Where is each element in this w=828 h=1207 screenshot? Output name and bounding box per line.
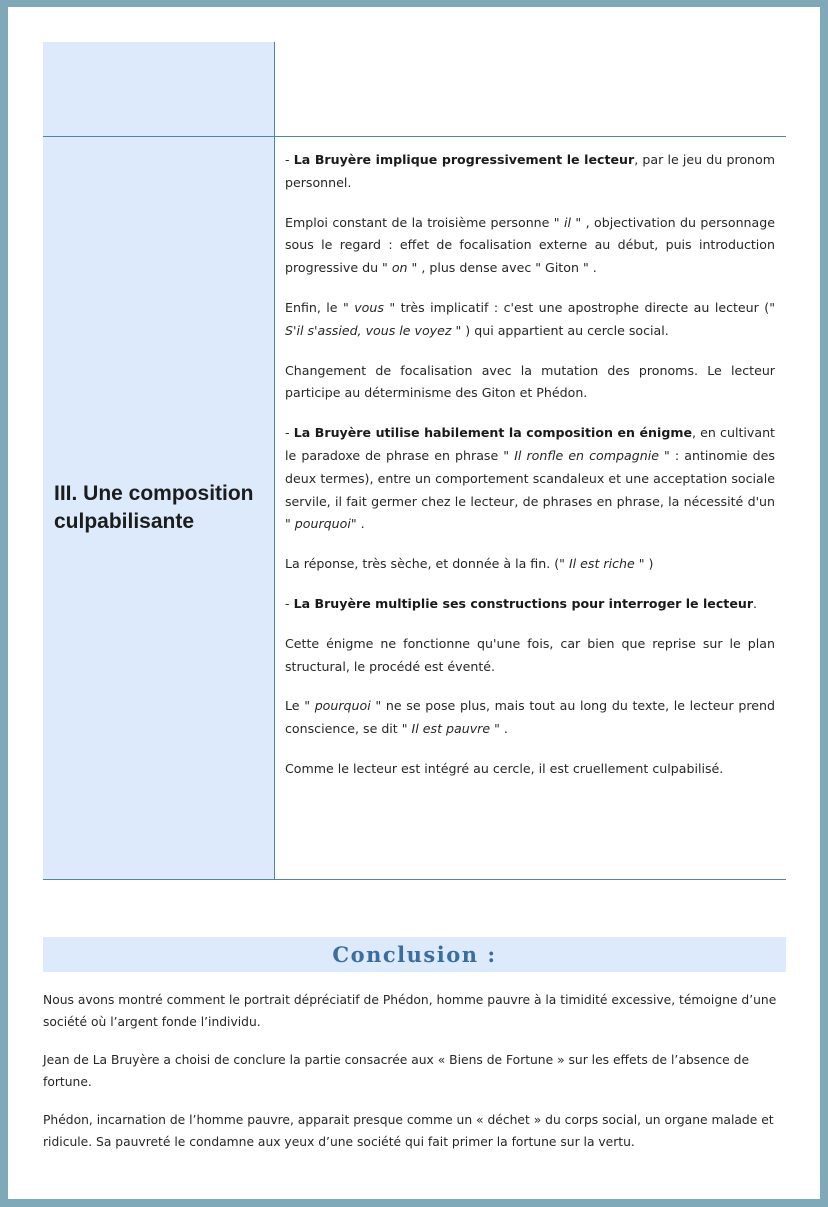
section-paragraph xyxy=(285,149,775,195)
text-run: . xyxy=(753,595,758,611)
italic-text-run: pourquoi xyxy=(314,698,371,714)
italic-text-run: Il est pauvre xyxy=(411,721,491,737)
text-run: - xyxy=(285,595,294,611)
text-run: , par le jeu du pronom personnel. xyxy=(285,152,775,190)
text-run: " très implicatif : c'est une apostrophe directe au lecteur (" xyxy=(383,299,775,315)
table-row-previous xyxy=(43,42,786,137)
conclusion-title: Conclusion : xyxy=(332,942,497,967)
italic-text-run: on xyxy=(391,260,408,276)
text-run: " : antinomie des deux termes), entre un comportement scandaleux et une acceptation sociale servile, il fait germer chez le lecteur, de phrases en phrase, la nécessité d'un " xyxy=(285,447,775,532)
section-body xyxy=(285,149,775,798)
italic-text-run: Il est riche xyxy=(568,556,635,572)
section-paragraph xyxy=(285,360,775,406)
bold-text-run: La Bruyère multiplie ses constructions pour interroger le lecteur xyxy=(293,595,754,611)
bold-text-run: La Bruyère implique progressivement le lecteur xyxy=(293,152,635,167)
conclusion-paragraph: Phédon, incarnation de l’homme pauvre, apparait presque comme un « déchet » du corps social, un organe malade et ridicule. Sa pauvreté le condamne aux yeux d’une société qui fait primer la fortune sur la vertu. xyxy=(43,1113,774,1149)
italic-text-run: pourquoi xyxy=(294,516,351,532)
section-paragraph xyxy=(285,695,775,741)
text-run: Comme le lecteur est intégré au cercle, il est cruellement culpabilisé. xyxy=(285,760,724,776)
text-run: " ) xyxy=(634,556,654,572)
conclusion-paragraph: Nous avons montré comment le portrait dépréciatif de Phédon, homme pauvre à la timidité excessive, témoigne d’une société où l’argent fonde l’individu. xyxy=(43,993,777,1029)
table-cell-section-label xyxy=(43,137,275,879)
section-paragraph xyxy=(285,422,775,536)
page-frame-bottom xyxy=(0,1199,828,1207)
text-run: Emploi constant de la troisième personne " xyxy=(285,214,564,230)
text-run: - xyxy=(285,425,294,441)
text-run: La réponse, très sèche, et donnée à la fin. (" xyxy=(285,556,569,572)
page-frame-right xyxy=(820,0,828,1207)
section-title: III. Une composition culpabilisante xyxy=(54,482,254,533)
section-paragraph xyxy=(285,297,775,343)
text-run: Enfin, le " xyxy=(285,299,355,315)
section-paragraph xyxy=(285,633,775,679)
bold-text-run: La Bruyère utilise habilement la composition en énigme xyxy=(293,425,693,441)
text-run: " , objectivation du personnage sous le regard : effet de focalisation externe au début, puis introduction progressive du " xyxy=(285,214,775,276)
text-run: " . xyxy=(350,516,365,532)
page-frame-top xyxy=(0,0,828,7)
italic-text-run: S'il s'assied, vous le voyez xyxy=(285,322,452,338)
text-run: Changement de focalisation avec la mutation des pronoms. Le lecteur participe au déterminisme des Giton et Phédon. xyxy=(285,362,775,401)
italic-text-run: Il ronfle en compagnie xyxy=(514,447,659,463)
text-run: " . xyxy=(490,721,508,737)
section-paragraph xyxy=(285,212,775,280)
text-run: - xyxy=(285,152,294,167)
conclusion-paragraph: Jean de La Bruyère a choisi de conclure la partie consacrée aux « Biens de Fortune » sur les effets de l’absence de fortune. xyxy=(43,1053,750,1089)
conclusion-body xyxy=(43,989,788,1169)
page-frame-left xyxy=(0,0,8,1207)
section-paragraph xyxy=(285,553,775,576)
conclusion-heading-band xyxy=(43,937,786,972)
section-paragraph xyxy=(285,593,775,616)
table-row-section-3 xyxy=(43,137,786,880)
text-run: Cette énigme ne fonctionne qu'une fois, car bien que reprise sur le plan structural, le procédé est éventé. xyxy=(285,635,775,674)
italic-text-run: vous xyxy=(354,299,384,315)
text-run: " , plus dense avec " Giton " . xyxy=(407,260,597,276)
table-cell-label-empty xyxy=(43,42,275,136)
analysis-table xyxy=(43,42,786,880)
text-run: , en cultivant le paradoxe de phrase en phrase " xyxy=(285,425,775,463)
italic-text-run: il xyxy=(564,214,571,230)
text-run: " ) qui appartient au cercle social. xyxy=(451,322,669,338)
section-paragraph xyxy=(285,758,775,781)
text-run: Le " xyxy=(285,698,315,714)
text-run: " ne se pose plus, mais tout au long du texte, le lecteur prend conscience, se dit " xyxy=(285,698,775,737)
